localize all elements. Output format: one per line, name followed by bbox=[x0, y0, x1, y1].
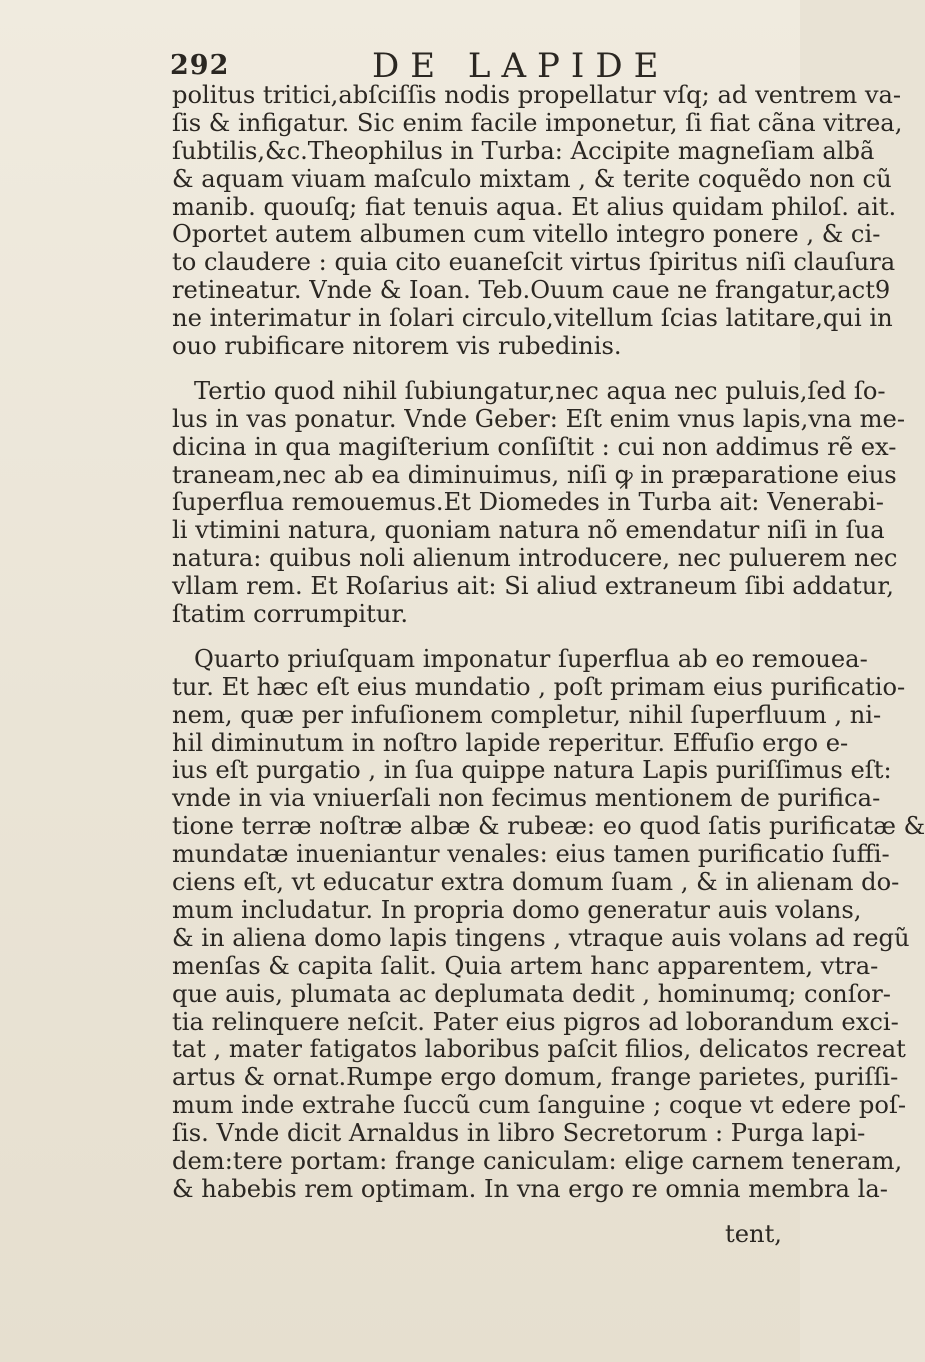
text-line: ius eſt purgatio , in ſua quippe natura Lapis puriſſimus eſt: bbox=[172, 756, 892, 785]
text-line: li vtimini natura, quoniam natura nõ emendatur niſi in ſua bbox=[172, 516, 885, 545]
text-line: retineatur. Vnde & Ioan. Teb.Ouum caue ne frangatur,act9 bbox=[172, 276, 891, 305]
text-line: natura: quibus noli alienum introducere, nec puluerem nec bbox=[172, 544, 898, 573]
text-line: Quarto priuſquam imponatur ſuperflua ab eo remouea- bbox=[194, 644, 868, 673]
text-line: tur. Et hæc eſt eius mundatio , poſt primam eius purificatio- bbox=[172, 672, 906, 701]
text-line: politus tritici,abſciſſis nodis propellatur vſq; ad ventrem va- bbox=[172, 81, 902, 109]
text-line: Tertio quod nihil ſubiungatur,nec aqua nec puluis,ſed ſo- bbox=[194, 376, 886, 405]
paragraph bbox=[172, 644, 925, 1204]
text-line: ciens eſt, vt educatur extra domum ſuam , & in alienam do- bbox=[172, 868, 900, 897]
text-line: ſtatim corrumpitur. bbox=[172, 600, 409, 629]
paragraph bbox=[172, 81, 903, 361]
text-line: ſubtilis,&c.Theophilus in Turba: Accipite magneſiam albã bbox=[172, 136, 875, 165]
text-line: & aquam viuam maſculo mixtam , & terite coquẽdo non cũ bbox=[172, 164, 892, 193]
text-line: ſuperflua remouemus.Et Diomedes in Turba ait: Venerabi- bbox=[172, 488, 884, 517]
text-line: ſis. Vnde dicit Arnaldus in libro Secretorum : Purga lapi- bbox=[172, 1119, 866, 1148]
text-line: to claudere : quia cito euaneſcit virtus ſpiritus niſi clauſura bbox=[172, 248, 896, 277]
page-header bbox=[170, 42, 760, 86]
paragraph bbox=[172, 376, 906, 629]
running-title: DE LAPIDE bbox=[372, 46, 670, 86]
text-line: ouo rubificare nitorem vis rubedinis. bbox=[172, 332, 622, 361]
text-line: vnde in via vniuerſali non fecimus mentionem de purifica- bbox=[172, 784, 881, 813]
text-line: que auis, plumata ac deplumata dedit , hominumq; conſor- bbox=[172, 979, 891, 1008]
text-line: manib. quouſq; fiat tenuis aqua. Et alius quidam philoſ. ait. bbox=[172, 192, 897, 221]
text-line: traneam,nec ab ea diminuimus, niſi ꝙ in præparatione eius bbox=[172, 460, 897, 489]
body-text bbox=[172, 81, 925, 1249]
text-line: menſas & capita ſalit. Quia artem hanc apparentem, vtra- bbox=[172, 951, 879, 980]
text-line: dicina in qua magiſterium conſiſtit : cui non addimus rẽ ex- bbox=[172, 432, 897, 461]
page-number: 292 bbox=[170, 50, 230, 81]
text-line: vllam rem. Et Roſarius ait: Si aliud extraneum ſibi addatur, bbox=[172, 572, 894, 601]
text-line: mum inde extrahe ſuccũ cum ſanguine ; coque vt edere poſ- bbox=[172, 1091, 907, 1120]
text-line: tat , mater fatigatos laboribus paſcit filios, delicatos recreat bbox=[172, 1035, 906, 1064]
text-line: mundatæ inueniantur venales: eius tamen purificatio ſuffi- bbox=[172, 840, 890, 869]
text-line: & habebis rem optimam. In vna ergo re omnia membra la- bbox=[172, 1174, 888, 1203]
text-line: Oportet autem albumen cum vitello integro ponere , & ci- bbox=[172, 220, 881, 249]
text-line: & in aliena domo lapis tingens , vtraque auis volans ad regũ bbox=[172, 923, 910, 952]
text-line: artus & ornat.Rumpe ergo domum, frange parietes, puriſſi- bbox=[172, 1063, 899, 1092]
text-line: hil diminutum in noſtro lapide reperitur. Effuſio ergo e- bbox=[172, 728, 849, 757]
text-line: ſis & infigatur. Sic enim facile imponetur, ſi fiat cãna vitrea, bbox=[172, 108, 903, 137]
text-line: nem, quæ per infuſionem completur, nihil ſuperfluum , ni- bbox=[172, 700, 882, 729]
text-line: mum includatur. In propria domo generatur auis volans, bbox=[172, 895, 862, 924]
text-line: tione terræ noſtræ albæ & rubeæ: eo quod ſatis purificatæ & bbox=[172, 812, 925, 841]
text-line: ne interimatur in ſolari circulo,vitellum ſcias latitare,qui in bbox=[172, 304, 893, 333]
text-line: tia relinquere neſcit. Pater eius pigros ad loborandum exci- bbox=[172, 1007, 899, 1036]
text-line: dem:tere portam: frange caniculam: elige carnem teneram, bbox=[172, 1146, 903, 1175]
text-line: lus in vas ponatur. Vnde Geber: Eſt enim vnus lapis,vna me- bbox=[172, 404, 906, 433]
catchword: tent, bbox=[724, 1219, 782, 1248]
